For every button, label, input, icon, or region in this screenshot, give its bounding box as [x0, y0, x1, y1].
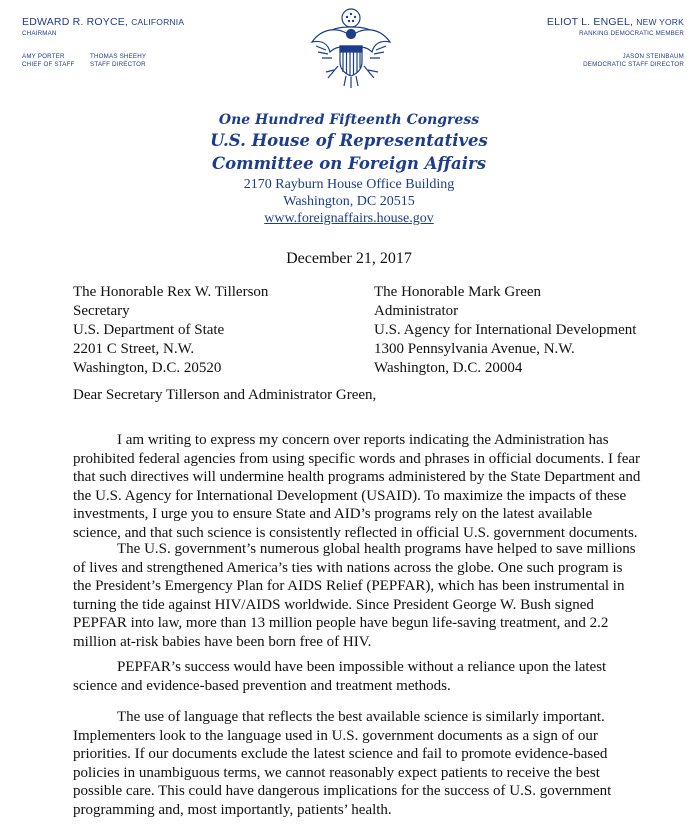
chairman-name: EDWARD R. ROYCE — [22, 16, 125, 28]
congress-title: One Hundred Fifteenth Congress — [218, 112, 480, 128]
staff-director-title: STAFF DIRECTOR — [90, 61, 146, 68]
ranking-member-name: ELIOT L. ENGEL — [546, 16, 631, 28]
chairman-state: CALIFORNIA — [131, 17, 185, 27]
recipient-line: The Honorable Rex W. Tillerson — [73, 284, 269, 300]
ranking-member-state: NEW YORK — [636, 17, 684, 27]
recipient-line: Secretary — [73, 303, 130, 319]
body-paragraph-2: The U.S. government’s numerous global health programs have helped to save millions of lives and strengthened America’s ties with nations across the globe. One such program is the President’s Emergency Plan for AIDS Relief (PEPFAR), which has been instrumental in turning the tide against HIV/AIDS worldwide. Since President George W. Bush signed PEPFAR into law, more than 13 million people have begun life-saving treatment, and 2.2 million at-risk babies have been born free of HIV. — [73, 541, 636, 650]
website-link-wrapper — [0, 211, 698, 227]
chief-of-staff-title: CHIEF OF STAFF — [22, 61, 75, 68]
recipient-line: Washington, D.C. 20004 — [374, 360, 523, 376]
democratic-staff-director-title: DEMOCRATIC STAFF DIRECTOR — [583, 61, 684, 68]
recipient-line: The Honorable Mark Green — [374, 284, 542, 300]
recipient-line: Washington, D.C. 20520 — [73, 360, 222, 376]
body-paragraph-4: The use of language that reflects the best available science is similarly important. Implementers look to the language used in U.S. government documents as a sign of our priorities. If our documents exclude the latest science and fail to promote evidence-based policies in unambiguous terms, we cannot reasonably expect patients to receive the best possible care. This could have dangerous implications for the success of U.S. government programming and, most importantly, patients’ health. — [73, 709, 612, 818]
address-line-2: Washington, DC 20515 — [283, 194, 415, 209]
letter-date: December 21, 2017 — [286, 250, 412, 267]
recipient-block-state — [73, 283, 268, 378]
recipient-line: U.S. Agency for International Development — [374, 322, 637, 338]
recipient-line: 1300 Pennsylvania Avenue, N.W. — [374, 341, 575, 357]
great-seal-icon — [308, 6, 394, 102]
chairman-title: CHAIRMAN — [22, 30, 57, 37]
recipient-line: Administrator — [374, 303, 459, 319]
body-paragraph-3: PEPFAR’s success would have been impossible without a reliance upon the latest science and evidence-based prevention and treatment methods. — [73, 659, 607, 694]
recipient-line: 2201 C Street, N.W. — [73, 341, 195, 357]
salutation: Dear Secretary Tillerson and Administrator Green, — [73, 387, 377, 403]
recipient-line: U.S. Department of State — [73, 322, 225, 338]
staff-director-name: THOMAS SHEEHY — [90, 53, 147, 60]
address-line-1: 2170 Rayburn House Office Building — [243, 177, 455, 192]
chief-of-staff-name: AMY PORTER — [22, 53, 65, 60]
democratic-staff-director-name: JASON STEINBAUM — [622, 53, 684, 60]
ranking-member-title: RANKING DEMOCRATIC MEMBER — [579, 30, 684, 37]
chairman-name-block: EDWARD R. ROYCE, CALIFORNIA — [22, 16, 185, 28]
ranking-member-name-block: ELIOT L. ENGEL, NEW YORK — [546, 16, 684, 28]
website-link[interactable]: www.foreignaffairs.house.gov — [264, 211, 434, 226]
house-title: U.S. House of Representatives — [210, 131, 488, 150]
committee-title: Committee on Foreign Affairs — [212, 154, 486, 173]
body-paragraph-1: I am writing to express my concern over reports indicating the Administration has prohibited federal agencies from using specific words and phrases in official documents. I fear that such directives will undermine health programs administered by the State Department and the U.S. Agency for International Development (USAID). To maximize the impacts of these investments, I urge you to ensure State and AID’s programs rely on the latest available science, and that such science is consistently reflected in official U.S. government documents. — [73, 432, 641, 541]
recipient-block-usaid — [374, 283, 636, 378]
